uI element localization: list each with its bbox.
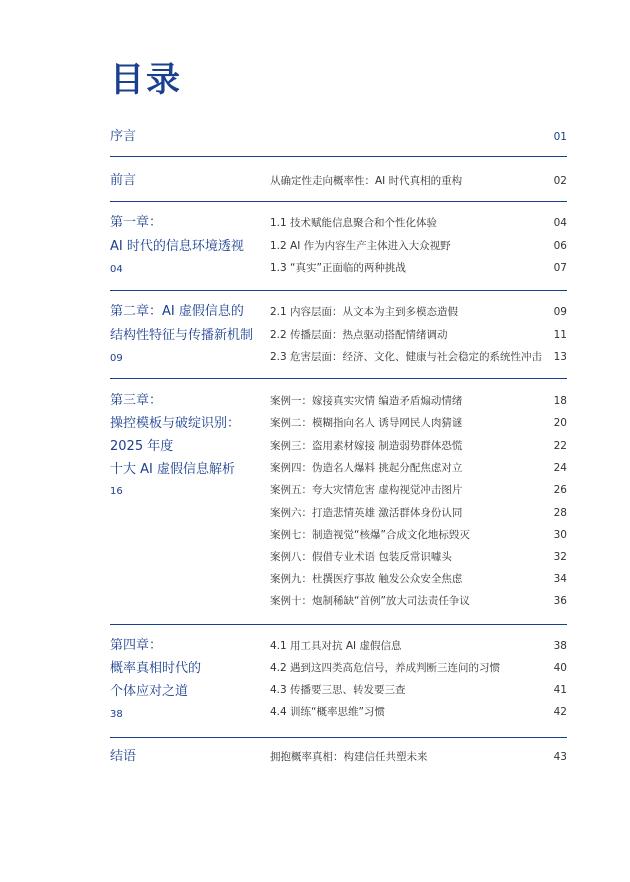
toc-section-foreword[interactable] [110,170,567,192]
section-title: 前言 [110,173,137,188]
page-number: 13 [553,351,567,363]
page-number: 20 [553,417,567,429]
entry-text: 2.2 传播层面：热点驱动搭配情绪调动 [270,329,448,341]
chapter-page: 16 [110,486,123,497]
entry-text: 1.1 技术赋能信息聚合和个性化体验 [270,217,438,229]
chapter-title: 十大 AI 虚假信息解析 [110,462,235,477]
chapter-page: 04 [110,264,123,275]
divider [110,290,567,291]
divider [110,156,567,157]
entry-text: 2.3 危害层面：经济、文化、健康与社会稳定的系统性冲击 [270,351,543,363]
toc-section-chapter-2[interactable] [110,301,567,371]
entry-text: 拥抱概率真相：构建信任共塑未来 [270,751,428,763]
entry-text: 1.3 “真实”正面临的两种挑战 [270,262,406,274]
divider [110,737,567,738]
chapter-title: 结构性特征与传播新机制 [110,328,254,343]
entry-text: 1.2 AI 作为内容生产主体进入大众视野 [270,240,451,252]
chapter-page: 09 [110,353,123,364]
divider [110,201,567,202]
page-number: 26 [553,484,567,496]
page-number: 18 [553,395,567,407]
page-number: 28 [553,507,567,519]
chapter-title: 概率真相时代的 [110,661,202,676]
page-number: 11 [553,329,567,341]
page-title: 目录 [110,60,182,100]
page-number: 02 [553,175,567,187]
entry-text: 4.1 用工具对抗 AI 虚假信息 [270,640,402,652]
entry-text: 4.3 传播要三思、转发要三查 [270,684,406,696]
divider [110,624,567,625]
page-number: 07 [553,262,567,274]
toc-section-chapter-4[interactable] [110,635,567,727]
page-number: 41 [553,684,567,696]
page-number: 32 [553,551,567,563]
page-number: 30 [553,529,567,541]
entry-text: 案例五：夸大灾情危害 虚构视觉冲击图片 [270,484,463,496]
page-number: 04 [553,217,567,229]
entry-text: 案例八：假借专业术语 包装反常识噱头 [270,551,452,563]
page-number: 36 [553,595,567,607]
divider [110,378,567,379]
toc-section-chapter-3[interactable] [110,390,567,615]
page-number: 09 [553,306,567,318]
entry-text: 案例三：盗用素材嫁接 制造弱势群体恐慌 [270,440,463,452]
entry-text: 从确定性走向概率性：AI 时代真相的重构 [270,175,463,187]
entry-text: 4.4 训练“概率思维”习惯 [270,706,385,718]
chapter-title: 2025 年度 [110,439,174,454]
entry-text: 案例四：伪造名人爆料 挑起分配焦虑对立 [270,462,463,474]
chapter-title: AI 时代的信息环境透视 [110,239,244,254]
entry-text: 案例九：杜撰医疗事故 触发公众安全焦虑 [270,573,463,585]
section-title: 序言 [110,129,137,144]
entry-text: 2.1 内容层面：从文本为主到多模态造假 [270,306,459,318]
page-number: 38 [553,640,567,652]
chapter-title: 操控模板与破绽识别： [110,416,241,431]
page-number: 40 [553,662,567,674]
page-number: 22 [553,440,567,452]
page-number: 43 [553,751,567,763]
chapter-label: 第三章： [110,393,163,408]
chapter-label: 第四章： [110,638,163,653]
entry-text: 案例六：打造悲情英雄 激活群体身份认同 [270,507,463,519]
chapter-label: 第二章：AI 虚假信息的 [110,304,244,319]
entry-text: 案例七：制造视觉“核爆”合成文化地标毁灭 [270,529,470,541]
section-title: 结语 [110,749,137,764]
toc-section-chapter-1[interactable] [110,212,567,282]
page-number: 34 [553,573,567,585]
entry-text: 案例一：嫁接真实灾情 编造矛盾煽动情绪 [270,395,463,407]
chapter-label: 第一章： [110,215,163,230]
page-number: 06 [553,240,567,252]
page-number: 01 [553,131,567,143]
toc-section-preface[interactable] [110,126,567,148]
toc-section-conclusion[interactable] [110,746,567,768]
entry-text: 案例二：模糊指向名人 诱导网民人肉猜谜 [270,417,463,429]
entry-text: 4.2 遇到这四类高危信号，养成判断三连问的习惯 [270,662,501,674]
page-number: 24 [553,462,567,474]
chapter-page: 38 [110,709,123,720]
page-number: 42 [553,706,567,718]
chapter-title: 个体应对之道 [110,684,189,699]
entry-text: 案例十：炮制稀缺“首例”放大司法责任争议 [270,595,470,607]
